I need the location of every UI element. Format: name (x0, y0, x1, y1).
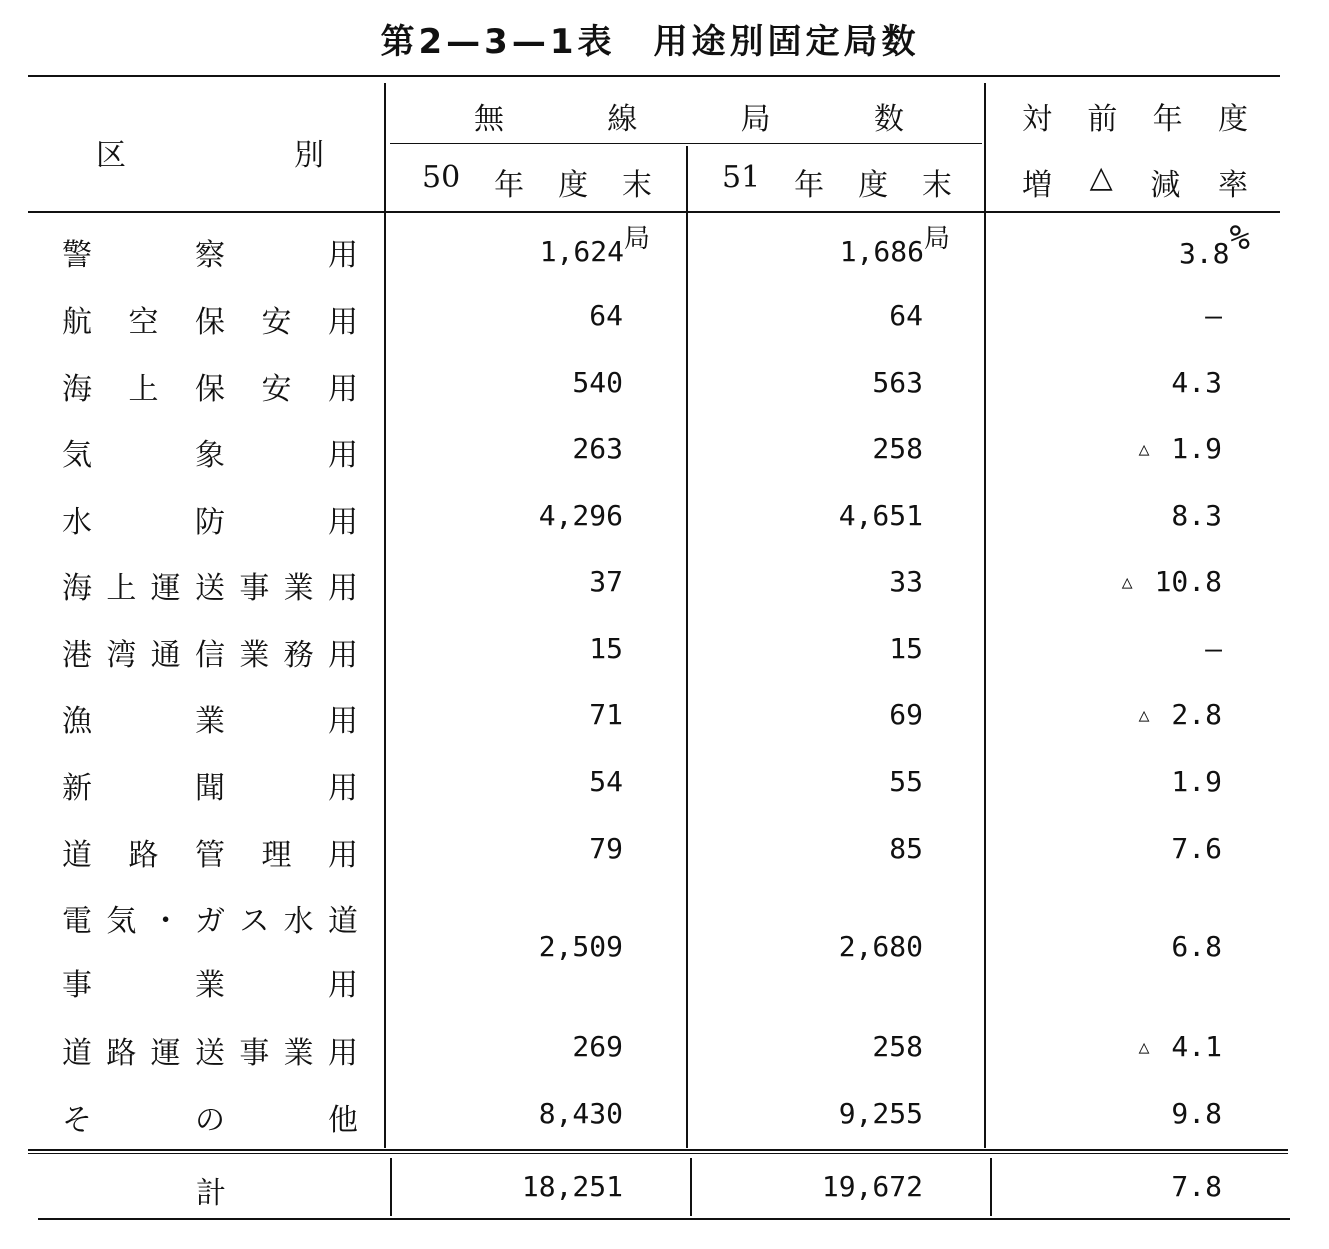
rule-total-top (28, 1149, 1288, 1151)
rule-total-top-2 (28, 1153, 1288, 1154)
change-value: 3.8% (1178, 218, 1250, 270)
change-value: 9.8 (1171, 1097, 1222, 1130)
row-label: 警 察 用 (62, 238, 358, 273)
change-value: — (1205, 299, 1222, 332)
fy51-value: 258 (872, 1030, 923, 1063)
fy51-value: 64 (889, 299, 923, 332)
col-divider-3 (984, 83, 986, 1148)
total-label: 計 (196, 1176, 226, 1211)
col-divider-1b (390, 1158, 392, 1216)
change-value: 6.8 (1171, 930, 1222, 963)
fy51-value: 2,680 (838, 930, 923, 963)
change-value: △ 10.8 (1121, 565, 1222, 598)
row-label: 海 上 保 安 用 (62, 372, 358, 407)
decrease-mark: △ (1121, 572, 1133, 593)
rule-top (28, 75, 1280, 77)
change-value: 7.6 (1171, 832, 1222, 865)
header-stations: 無 線 局 数 (474, 102, 904, 137)
change-value: △ 4.1 (1138, 1030, 1222, 1063)
col-divider-2 (686, 146, 688, 1148)
row-label: 道 路 運 送 事 業 用 (62, 1036, 358, 1071)
percent-unit: % (1229, 218, 1250, 258)
fy50-value: 64 (589, 299, 623, 332)
col-divider-1 (384, 83, 386, 1148)
row-label: 海 上 運 送 事 業 用 (62, 571, 358, 606)
fy51-value: 85 (889, 832, 923, 865)
row-label: 道 路 管 理 用 (62, 838, 358, 873)
fy50-value: 540 (572, 366, 623, 399)
change-value: 1.9 (1171, 765, 1222, 798)
fy50-value: 79 (589, 832, 623, 865)
header-fy51: 51 年 度 末 (722, 160, 952, 203)
row-label: 港 湾 通 信 業 務 用 (62, 638, 358, 673)
fy50-value: 15 (589, 632, 623, 665)
fy50-value: 4,296 (538, 499, 623, 532)
fy51-value: 9,255 (838, 1097, 923, 1130)
row-label: そ の 他 (62, 1103, 358, 1138)
fy50-value: 71 (589, 698, 623, 731)
row-label-2: 事 業 用 (62, 968, 358, 1003)
fy51-value: 33 (889, 565, 923, 598)
fy50-value: 37 (589, 565, 623, 598)
table-title: 第2—3—1表 用途別固定局数 (380, 22, 920, 62)
rule-bottom (38, 1218, 1290, 1220)
fy51-value: 563 (872, 366, 923, 399)
rule-header-sub (390, 143, 982, 144)
fy50-value: 1,624局 (539, 224, 650, 268)
change-value: — (1205, 632, 1222, 665)
header-fy50: 50 年 度 末 (422, 160, 652, 203)
fy50-value: 2,509 (538, 930, 623, 963)
fy51-value: 55 (889, 765, 923, 798)
total-fy51: 19,672 (821, 1170, 923, 1203)
total-change: 7.8 (1171, 1170, 1222, 1203)
fy50-value: 263 (572, 432, 623, 465)
change-value: △ 2.8 (1138, 698, 1222, 731)
fy50-value: 269 (572, 1030, 623, 1063)
decrease-mark: △ (1138, 439, 1150, 460)
row-label: 漁 業 用 (62, 704, 358, 739)
fy51-value: 258 (872, 432, 923, 465)
fy51-value: 4,651 (838, 499, 923, 532)
change-value: 8.3 (1171, 499, 1222, 532)
decrease-mark: △ (1138, 705, 1150, 726)
row-label: 新 聞 用 (62, 771, 358, 806)
unit-label: 局 (923, 224, 950, 254)
header-change-top: 対 前 年 度 (1022, 102, 1248, 137)
total-fy50: 18,251 (521, 1170, 623, 1203)
fy50-value: 54 (589, 765, 623, 798)
header-category: 区 別 (96, 138, 324, 173)
row-label: 航 空 保 安 用 (62, 305, 358, 340)
row-label: 気 象 用 (62, 438, 358, 473)
decrease-mark: △ (1138, 1037, 1150, 1058)
fy51-value: 69 (889, 698, 923, 731)
header-change-bottom: 増 △ 減 率 (1022, 160, 1248, 203)
fy51-value: 1,686局 (839, 224, 950, 268)
unit-label: 局 (623, 224, 650, 254)
rule-header-bottom (28, 211, 1280, 213)
fy50-value: 8,430 (538, 1097, 623, 1130)
col-divider-3b (990, 1158, 992, 1216)
fy51-value: 15 (889, 632, 923, 665)
change-value: 4.3 (1171, 366, 1222, 399)
row-label: 電 気 ・ ガ ス 水 道 (62, 904, 358, 939)
row-label: 水 防 用 (62, 505, 358, 540)
col-divider-2b (690, 1158, 692, 1216)
change-value: △ 1.9 (1138, 432, 1222, 465)
